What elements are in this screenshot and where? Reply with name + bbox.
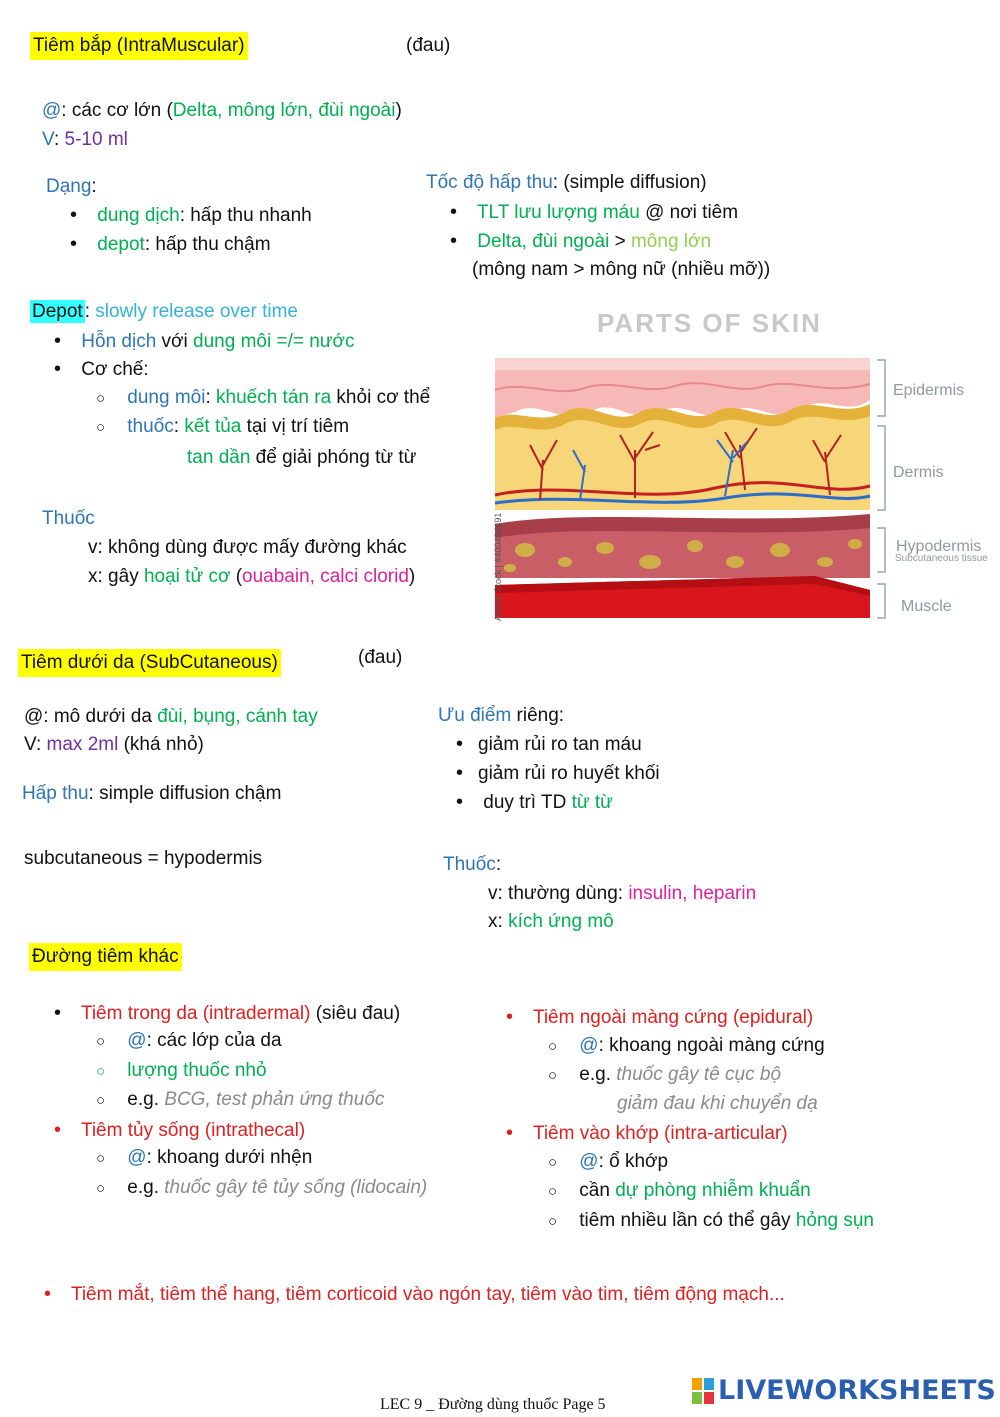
skin-label-muscle: Muscle [901,598,952,615]
route-sub-item [548,1179,811,1204]
liveworksheets-logo[interactable] [692,1375,996,1406]
at-symbol: @ [127,1030,147,1051]
route-sub-text: lượng thuốc nhỏ [127,1060,267,1081]
mech-action: kết tủa [184,416,242,437]
im-rate-rest: @ nơi tiêm [639,202,739,223]
at-symbol: @ [42,100,62,121]
route-sub-text: tiêm nhiều lần có thể gây [579,1210,796,1231]
depot-item-with: với [156,331,194,352]
page-footer: LEC 9 _ Đường dùng thuốc Page 5 [380,1396,606,1413]
drug-x-prefix: x: gây [88,566,144,587]
route-sub-item [96,1146,312,1171]
route-misc-text: Tiêm mắt, tiêm thể hang, tiêm corticoid vào ngón tay, tiêm vào tim, tiêm động mạch... [70,1284,785,1305]
route-sub-item [96,1059,267,1084]
route-examples: thuốc gây tê tủy sống (lidocain) [164,1177,428,1198]
sc-advantages-label [438,704,564,728]
skin-label-subcutaneous: Subcutaneous tissue [895,553,988,564]
liveworksheets-wordmark: LIVEWORKSHEETS [718,1375,996,1406]
route-examples-cont: giảm đau khi chuyển dạ [617,1093,818,1114]
sc-absorption [22,782,281,806]
route-sub-emph: hỏng sụn [795,1210,874,1231]
im-site-text: : các cơ lớn ( [61,100,173,121]
mech-action: tan dần [187,447,251,468]
mech-rest: khỏi cơ thể [331,387,431,408]
at-symbol: @ [579,1151,599,1172]
route-epidural [506,1005,813,1030]
sc-drug-label [443,853,501,877]
im-volume [42,128,128,152]
im-rate-term: TLT lưu lượng máu [476,202,640,223]
route-sub-item [96,1029,282,1054]
drug-x-examples: ouabain, calci clorid [242,566,409,587]
route-misc [44,1282,785,1307]
im-form-term: depot [97,234,145,255]
mech-term: thuốc [127,416,174,437]
sc-adv-item [456,790,613,815]
sc-adv-text: giảm rủi ro tan máu [478,734,642,755]
route-sub-text: cần [579,1180,616,1201]
sc-drug-label-text: Thuốc [443,854,496,875]
im-form-term: dung dịch [97,205,180,226]
mechanism-item [96,386,430,411]
im-site-close: ) [395,100,402,121]
im-form-label [46,175,97,199]
mech-colon: : [173,416,185,437]
route-name: Tiêm trong da (intradermal) [80,1003,311,1024]
at-symbol: @ [579,1035,599,1056]
skin-label-hypodermis: Hypodermis [896,538,982,555]
route-sub-text: : khoang dưới nhện [146,1147,313,1168]
route-sub-item [96,1176,427,1201]
im-rate-term2: mông lớn [630,231,712,252]
im-rate-label-text: Tốc độ hấp thu [426,172,553,193]
drug-x-effect: hoại tử cơ [143,566,231,587]
mech-colon: : [205,387,217,408]
sc-adv-label: Ưu điểm [438,705,512,726]
sc-adv-rest: riêng: [511,705,565,726]
sc-drug-x-prefix: x: [488,911,509,932]
route-eg: e.g. [127,1089,165,1110]
route-note: (siêu đau) [310,1003,401,1024]
route-name: Tiêm tủy sống (intrathecal) [80,1120,306,1141]
sc-abs-label: Hấp thu [22,783,89,804]
im-form-rest: : hấp thu chậm [144,234,271,255]
sc-site [24,705,318,729]
sc-site-areas: đùi, bụng, cánh tay [157,706,318,727]
sc-heading: Tiêm dưới da (SubCutaneous) [18,649,281,677]
sc-drug-v-prefix: v: thường dùng: [488,883,629,904]
im-vol-value: 5-10 ml [64,129,128,150]
sc-drug-v [488,882,756,906]
route-sub-text: : khoang ngoài màng cứng [598,1035,825,1056]
depot-item-solvent: dung môi =/= nước [193,331,355,352]
sc-adv-item [456,761,660,786]
at-symbol: @ [127,1147,147,1168]
sc-site-prefix: @: mô dưới da [24,706,158,727]
route-sub-emph: dự phòng nhiễm khuẩn [615,1180,811,1201]
sc-volume [24,733,204,757]
sc-adv-gradual: từ từ [571,792,613,813]
route-examples: BCG, test phản ứng thuốc [164,1089,385,1110]
route-sub-item [548,1209,874,1234]
sc-abs-rest: : simple diffusion chậm [88,783,282,804]
skin-label-dermis: Dermis [893,464,944,481]
stock-id: Adobe Stock | #400424491 [493,512,503,621]
im-site-muscles: Delta, mông lớn, đùi ngoài [172,100,396,121]
route-sub-item [548,1034,825,1059]
im-drug-x [88,565,415,589]
mech-rest: để giải phóng từ từ [250,447,417,468]
im-rate-gt: > [609,231,631,252]
im-form-label-text: Dạng [46,176,92,197]
depot-heading [30,300,298,324]
route-name: Tiêm vào khớp (intra-articular) [532,1123,788,1144]
sc-vol-note: (khá nhỏ) [118,734,204,755]
im-form-item [70,232,271,257]
skin-label-epidermis: Epidermis [893,382,965,399]
im-form-colon: : [91,176,97,197]
im-form-rest: : hấp thu nhanh [179,205,312,226]
im-drug-v: v: không dùng được mấy đường khác [88,537,407,558]
im-heading: Tiêm bắp (IntraMuscular) [30,32,248,60]
sc-pain-note: (đau) [358,647,403,668]
im-rate-note: (mông nam > mông nữ (nhiều mỡ)) [472,259,771,280]
route-eg: e.g. [127,1177,165,1198]
route-examples: thuốc gây tê cục bộ [616,1064,782,1085]
sc-drug-v-examples: insulin, heparin [628,883,757,904]
liveworksheets-icon [692,1378,714,1404]
mechanism-item-cont [187,446,416,470]
drug-x-close: ) [408,566,416,587]
route-intra-articular [506,1121,788,1146]
route-name: Tiêm ngoài màng cứng (epidural) [532,1007,814,1028]
sc-equivalence: subcutaneous = hypodermis [24,848,263,869]
im-form-item [70,203,312,228]
sc-drug-x-effect: kích ứng mô [508,911,614,932]
im-rate-item [450,229,711,254]
route-eg: e.g. [579,1064,617,1085]
im-vol-sep: : [53,129,65,150]
im-rate-rest: : (simple diffusion) [552,172,707,193]
sc-drug-x [488,910,614,934]
im-pain-note: (đau) [406,35,451,56]
sc-adv-text: duy trì TD [483,792,572,813]
mech-action: khuếch tán ra [216,387,332,408]
sc-drug-colon: : [495,854,502,875]
im-site [42,99,402,123]
depot-item-term: Hỗn dịch [81,331,157,352]
depot-item [54,357,149,382]
depot-item [54,329,354,354]
mech-term: dung môi [127,387,206,408]
im-rate-item [450,200,738,225]
im-drug-label: Thuốc [42,508,95,529]
route-sub-text: : các lớp của da [146,1030,282,1051]
route-sub-item [96,1088,384,1113]
mechanism-item [96,415,349,440]
sc-adv-item [456,732,642,757]
route-sub-item [548,1150,668,1175]
drug-x-open: ( [230,566,243,587]
im-rate-term: Delta, đùi ngoài [477,231,610,252]
sc-vol-prefix: V: [24,734,47,755]
depot-desc: slowly release over time [95,301,299,322]
sc-vol-value: max 2ml [46,734,119,755]
skin-title: PARTS OF SKIN [597,308,822,338]
depot-label: Depot [32,301,83,322]
route-sub-item [548,1063,781,1088]
route-intradermal [54,1001,400,1026]
sc-adv-text: giảm rủi ro huyết khối [478,763,660,784]
im-rate-label [426,171,707,195]
depot-colon: : [84,301,96,322]
depot-mechanism-label: Cơ chế: [81,359,149,380]
route-sub-text: : ổ khớp [598,1151,669,1172]
mech-rest: tại vị trí tiêm [241,416,350,437]
im-vol-label: V [42,129,54,150]
route-intrathecal [54,1118,305,1143]
other-heading: Đường tiêm khác [29,943,182,971]
